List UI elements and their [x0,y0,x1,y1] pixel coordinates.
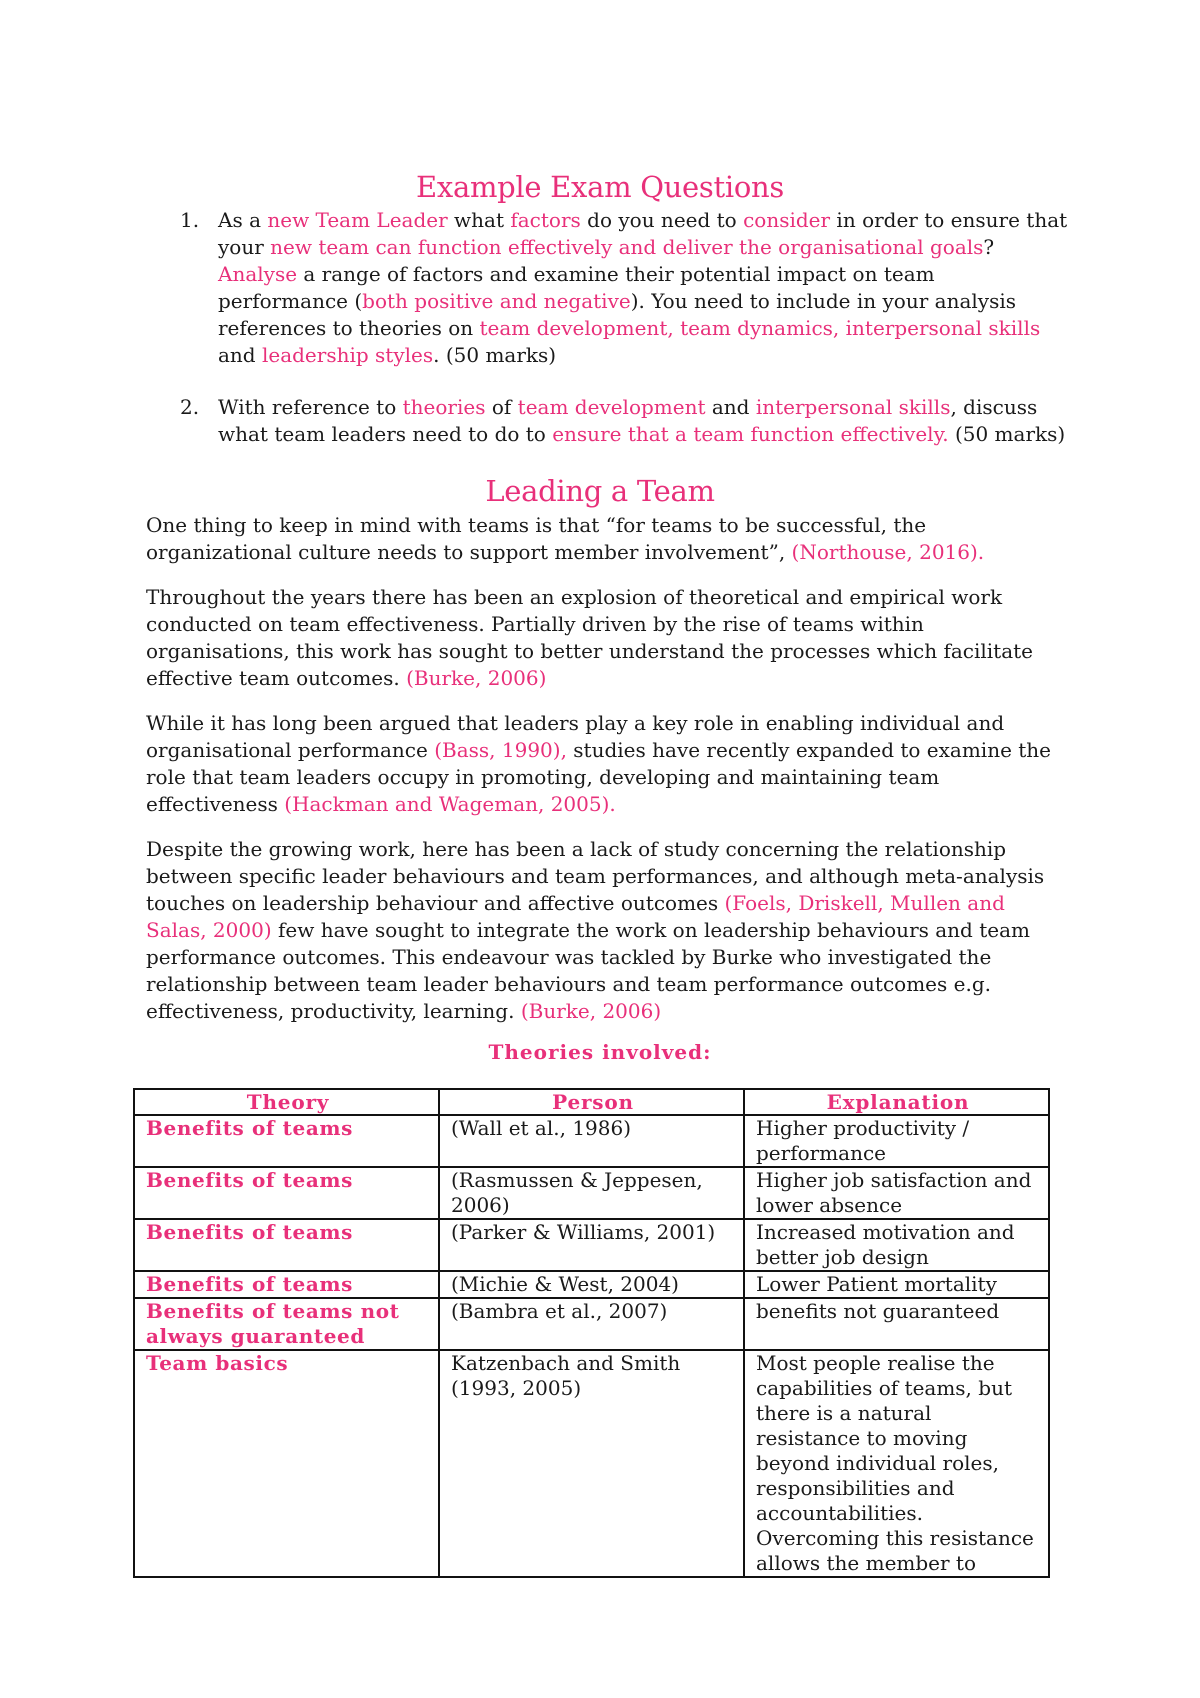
highlighted-text: ensure that a team function effectively. [552,422,949,446]
question-number: 1. [180,208,200,232]
body-paragraph [146,584,1066,692]
text-run: ? [983,235,995,259]
highlighted-text: (Bass, 1990), [434,738,567,762]
person-cell: (Parker & Williams, 2001) [439,1219,744,1271]
body-paragraph [146,512,1066,566]
highlighted-text: leadership styles [261,343,434,367]
highlighted-text: interpersonal skills [755,395,951,419]
person-cell: (Michie & West, 2004) [439,1271,744,1298]
table-row [134,1298,1049,1350]
person-cell: (Bambra et al., 2007) [439,1298,744,1350]
highlighted-text: team development, team dynamics, interpersonal skills [479,316,1041,340]
highlighted-text: team development [517,395,706,419]
highlighted-text: factors [510,208,581,232]
explanation-cell: Higher job satisfaction and lower absence [744,1167,1049,1219]
explanation-cell: benefits not guaranteed [744,1298,1049,1350]
highlighted-text: consider [743,208,831,232]
explanation-cell: Increased motivation and better job design [744,1219,1049,1271]
column-header-person: Person [439,1089,744,1115]
highlighted-text: (Burke, 2006) [406,666,547,690]
person-cell: Katzenbach and Smith (1993, 2005) [439,1350,744,1577]
body-paragraph [146,836,1066,1025]
text-run: and [705,395,756,419]
theory-cell: Benefits of teams [134,1115,439,1167]
explanation-cell: Higher productivity / performance [744,1115,1049,1167]
exam-question [148,207,1068,369]
question-text [218,208,1067,367]
table-row [134,1115,1049,1167]
text-run: few have sought to integrate the work on leadership behaviours and team performance outcomes. This endeavour was tackled by Burke who investigated the relationship between team leader behaviours and team performance outcomes e.g. effectiveness, productivity, learning. [146,918,1030,1023]
question-number: 2. [180,395,200,419]
column-header-explanation: Explanation [744,1089,1049,1115]
text-run: Despite the growing work, here has been a lack of study concerning the relationship between specific leader behaviours and team performances, and although meta-analysis touches on leadership behaviour and affective outcomes [146,837,1045,915]
text-run: and [218,343,262,367]
exam-question [148,394,1068,448]
highlighted-text: (Burke, 2006) [520,999,662,1023]
highlighted-text: (Northouse, 2016). [791,540,985,564]
highlighted-text: new Team Leader [267,208,448,232]
exam-questions-title: Example Exam Questions [416,170,784,204]
column-header-theory: Theory [134,1089,439,1115]
theory-cell: Benefits of teams not always guaranteed [134,1298,439,1350]
text-run: With reference to [218,395,403,419]
text-run: in order to ensure that your [218,208,1068,259]
text-run: While it has long been argued that leaders play a key role in enabling individual and organisational performance [146,711,1005,762]
theories-heading: Theories involved: [488,1040,712,1064]
highlighted-text: both positive and negative [362,289,631,313]
question-text [218,395,1065,446]
table-header-row [134,1089,1049,1115]
theory-cell: Benefits of teams [134,1167,439,1219]
table-row [134,1167,1049,1219]
table-row [134,1271,1049,1298]
explanation-cell: Most people realise the capabilities of teams, but there is a natural resistance to moving beyond individual roles, responsibilities and accountabilities. Overcoming this resistance allows the member to [744,1350,1049,1577]
body-paragraph [146,710,1066,818]
person-cell: (Wall et al., 1986) [439,1115,744,1167]
explanation-cell: Lower Patient mortality [744,1271,1049,1298]
theory-cell: Benefits of teams [134,1219,439,1271]
text-run: a range of factors and examine their potential impact on team performance ( [218,262,935,313]
theory-cell: Benefits of teams [134,1271,439,1298]
highlighted-text: (Hackman and Wageman, 2005). [284,792,616,816]
text-run: ). You need to include in your analysis references to theories on [218,289,1016,340]
leading-a-team-title: Leading a Team [485,474,715,508]
text-run: of [485,395,518,419]
person-cell: (Rasmussen & Jeppesen, 2006) [439,1167,744,1219]
highlighted-text: theories [402,395,486,419]
text-run: (50 marks) [948,422,1066,446]
theory-cell: Team basics [134,1350,439,1577]
highlighted-text: Analyse [218,262,298,286]
text-run: Throughout the years there has been an explosion of theoretical and empirical work conducted on team effectiveness. Partially driven by the rise of teams within organisations, this work has sought to better understand the processes which facilitate effective team outcomes. [146,585,1034,690]
text-run: do you need to [580,208,744,232]
text-run: . (50 marks) [433,343,557,367]
text-run: what [447,208,511,232]
text-run: , discuss what team leaders need to do to [218,395,1038,446]
highlighted-text: (Foels, Driskell, Mullen and Salas, 2000) [146,891,1005,942]
highlighted-text: new team can function effectively and deliver the organisational goals [270,235,984,259]
table-row [134,1219,1049,1271]
theories-table [133,1088,1050,1578]
exam-question-list [148,207,1068,448]
text-run: One thing to keep in mind with teams is that “for teams to be successful, the organizational culture needs to support member involvement”, [146,513,927,564]
text-run: studies have recently expanded to examine the role that team leaders occupy in promoting, developing and maintaining team effectiveness [146,738,1052,816]
table-row [134,1350,1049,1577]
text-run: As a [218,208,268,232]
